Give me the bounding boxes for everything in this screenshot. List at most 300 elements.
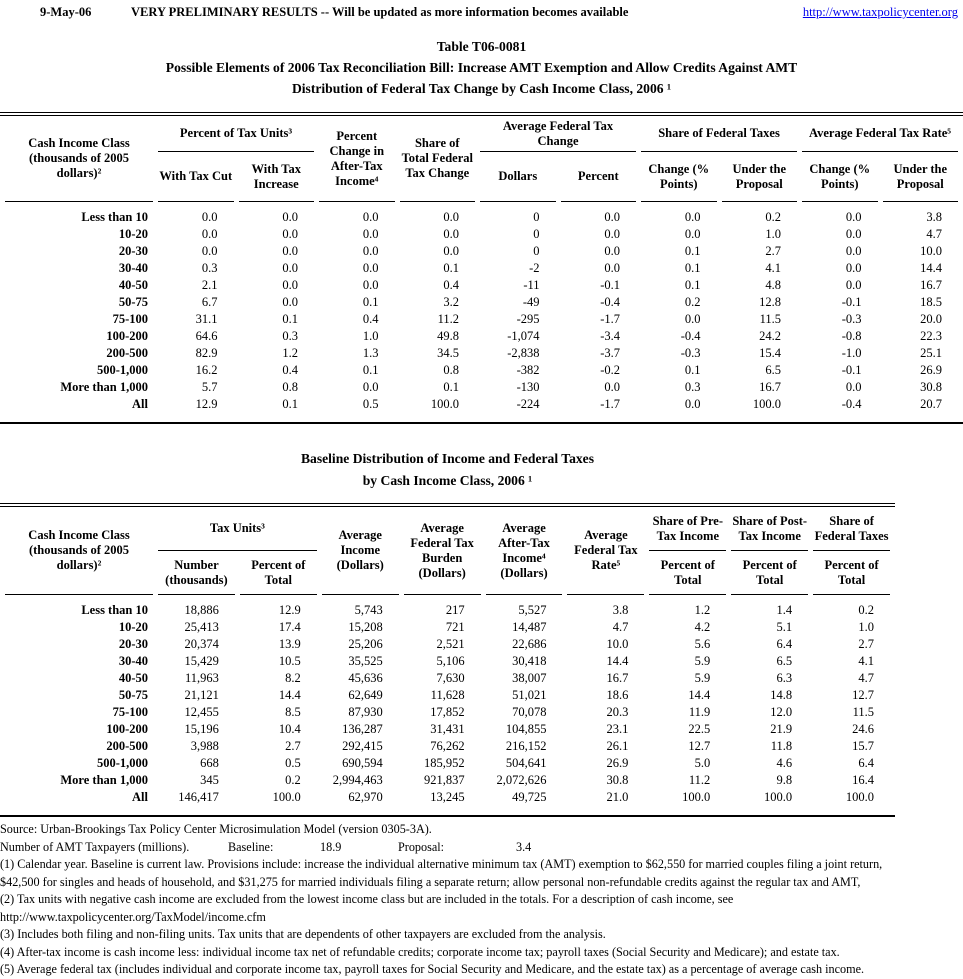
amt-baseline-label: Baseline: — [228, 839, 274, 854]
data-cell: 6.7 — [201, 295, 218, 309]
data-cell: 100.0 — [272, 790, 301, 804]
data-cell: 11.8 — [770, 739, 793, 753]
row-label: 10-20 — [118, 227, 148, 241]
table2-title-block — [0, 448, 895, 492]
data-cell: 31.1 — [195, 312, 218, 326]
data-cell: 87,930 — [348, 705, 383, 719]
col-change-pct-points: Change (% Points) — [641, 152, 717, 202]
data-cell: 12.0 — [770, 705, 793, 719]
table-row — [5, 595, 890, 619]
data-cell: 1.2 — [694, 603, 711, 617]
data-cell: 1.4 — [776, 603, 793, 617]
data-cell: 0.0 — [443, 210, 460, 224]
row-label: 500-1,000 — [96, 756, 148, 770]
data-cell: 0.0 — [845, 380, 862, 394]
data-cell: 3.8 — [926, 210, 943, 224]
data-cell: 11,963 — [184, 671, 219, 685]
data-cell: 6.5 — [765, 363, 782, 377]
data-cell: 30,418 — [512, 654, 547, 668]
group-share-post-tax-income: Share of Post-Tax Income — [731, 507, 808, 551]
table-row — [5, 277, 958, 294]
row-label: All — [132, 397, 148, 411]
data-cell: 14.8 — [770, 688, 793, 702]
tax-change-table-header — [5, 116, 958, 202]
taxpolicycenter-link[interactable]: http://www.taxpolicycenter.org — [802, 5, 958, 19]
data-cell: -295 — [516, 312, 540, 326]
data-cell: 10.5 — [278, 654, 301, 668]
data-cell: 0.2 — [765, 210, 782, 224]
data-cell: 21.9 — [770, 722, 793, 736]
data-cell: 0.2 — [285, 773, 301, 787]
data-cell: 0.0 — [684, 210, 701, 224]
data-cell: 25,413 — [184, 620, 219, 634]
data-cell: -2 — [529, 261, 540, 275]
data-cell: -0.1 — [841, 363, 862, 377]
preliminary-notice: VERY PRELIMINARY RESULTS -- Will be updated as more information becomes available — [131, 5, 629, 19]
data-cell: 0.0 — [362, 244, 379, 258]
row-label: 75-100 — [112, 312, 148, 326]
data-cell: 24.6 — [852, 722, 875, 736]
data-cell: 2.7 — [858, 637, 875, 651]
data-cell: 5.1 — [776, 620, 793, 634]
col-with-tax-cut: With Tax Cut — [158, 152, 234, 202]
col-with-tax-increase: With Tax Increase — [239, 152, 315, 202]
baseline-table-body — [5, 595, 890, 815]
row-label: 50-75 — [118, 688, 148, 702]
data-cell: -0.4 — [841, 397, 862, 411]
col-pct-change-after-tax-income: Percent Change in After-Tax Income⁴ — [319, 116, 395, 202]
data-cell: 14.4 — [688, 688, 711, 702]
data-cell: 0.0 — [362, 380, 379, 394]
table-row — [5, 636, 890, 653]
data-cell: -11 — [523, 278, 540, 292]
data-cell: 504,641 — [505, 756, 547, 770]
col-change-pct-points-2: Change (% Points) — [802, 152, 878, 202]
data-cell: 16.7 — [606, 671, 629, 685]
group-percent-tax-units: Percent of Tax Units³ — [158, 116, 314, 152]
data-cell: 11.2 — [688, 773, 711, 787]
data-cell: 12,455 — [184, 705, 219, 719]
table-row — [5, 619, 890, 636]
group-share-federal-taxes-2: Share of Federal Taxes — [813, 507, 890, 551]
data-cell: 5.7 — [201, 380, 218, 394]
data-cell: 0.1 — [684, 278, 701, 292]
data-cell: -0.3 — [841, 312, 862, 326]
data-cell: 100.0 — [752, 397, 782, 411]
date-stamp: 9-May-06 — [40, 5, 92, 19]
data-cell: 22.5 — [688, 722, 711, 736]
col-average-after-tax-income: Average After-Tax Income⁴ (Dollars) — [486, 507, 563, 595]
data-cell: 4.7 — [858, 671, 875, 685]
data-cell: 9.8 — [776, 773, 793, 787]
data-cell: 6.3 — [776, 671, 793, 685]
row-label: 200-500 — [106, 346, 148, 360]
data-cell: 0.4 — [282, 363, 299, 377]
data-cell: 11.5 — [759, 312, 782, 326]
data-cell: 0.0 — [282, 244, 299, 258]
row-label: 30-40 — [118, 261, 148, 275]
data-cell: 62,649 — [348, 688, 383, 702]
data-cell: 20.7 — [920, 397, 943, 411]
footnote-line: (3) Includes both filing and non-filing units. Tax units that are dependents of other taxpayers are excluded from the analysis. — [0, 927, 606, 941]
data-cell: 15,196 — [184, 722, 219, 736]
row-label: 40-50 — [118, 278, 148, 292]
data-cell: 0.0 — [684, 227, 701, 241]
data-cell: 0 — [533, 227, 540, 241]
data-cell: 15.4 — [759, 346, 782, 360]
table-row — [5, 396, 958, 422]
data-cell: 136,287 — [342, 722, 383, 736]
data-cell: 0.5 — [285, 756, 301, 770]
data-cell: 2,521 — [436, 637, 465, 651]
data-cell: 0.0 — [604, 244, 621, 258]
data-cell: 13.9 — [278, 637, 301, 651]
data-cell: 70,078 — [512, 705, 547, 719]
data-cell: 12.7 — [852, 688, 875, 702]
data-cell: 0.8 — [443, 363, 460, 377]
amt-label: Number of AMT Taxpayers (millions). — [0, 839, 190, 854]
data-cell: 0.0 — [201, 244, 218, 258]
row-label: 40-50 — [118, 671, 148, 685]
data-cell: 0.1 — [443, 380, 460, 394]
data-cell: 14.4 — [278, 688, 301, 702]
data-cell: 690,594 — [342, 756, 383, 770]
row-label: More than 1,000 — [60, 773, 148, 787]
data-cell: 217 — [445, 603, 465, 617]
table-sub-title: Distribution of Federal Tax Change by Cash Income Class, 2006 ¹ — [291, 81, 672, 96]
table-row — [5, 243, 958, 260]
data-cell: 1.0 — [858, 620, 875, 634]
data-cell: 24.2 — [759, 329, 782, 343]
amt-taxpayers-line — [0, 839, 963, 857]
data-cell: 6.5 — [776, 654, 793, 668]
data-cell: 0.1 — [282, 312, 299, 326]
amt-baseline-value: 18.9 — [320, 839, 342, 854]
data-cell: 49,725 — [512, 790, 547, 804]
data-cell: 0.1 — [684, 244, 701, 258]
row-label: 50-75 — [118, 295, 148, 309]
col-dollars: Dollars — [480, 152, 556, 202]
data-cell: 5,743 — [354, 603, 383, 617]
data-cell: 0.0 — [282, 295, 299, 309]
data-cell: 100.0 — [764, 790, 793, 804]
data-cell: -382 — [516, 363, 540, 377]
data-cell: 0.0 — [684, 397, 701, 411]
data-cell: 0.1 — [362, 295, 379, 309]
data-cell: 20.3 — [606, 705, 629, 719]
data-cell: -3.4 — [600, 329, 621, 343]
table-row — [5, 738, 890, 755]
table-row — [5, 653, 890, 670]
data-cell: 100.0 — [845, 790, 875, 804]
data-cell: 4.7 — [612, 620, 629, 634]
col-under-the-proposal-2: Under the Proposal — [883, 152, 959, 202]
footnote-line: (5) Average federal tax (includes individual and corporate income tax, payroll taxes for Social Security and Medicare, and the estate tax) as a percentage of average cash income. — [0, 962, 865, 976]
row-label: 20-30 — [118, 637, 148, 651]
data-cell: -1.0 — [841, 346, 862, 360]
data-cell: 21,121 — [184, 688, 219, 702]
data-cell: 11.2 — [437, 312, 460, 326]
data-cell: 14.4 — [920, 261, 943, 275]
data-cell: -0.3 — [680, 346, 701, 360]
data-cell: 0.1 — [282, 397, 299, 411]
table-row — [5, 704, 890, 721]
data-cell: 17,852 — [430, 705, 465, 719]
data-cell: -0.4 — [600, 295, 621, 309]
data-cell: 30.8 — [920, 380, 943, 394]
data-cell: 15,208 — [348, 620, 383, 634]
row-label: 75-100 — [112, 705, 148, 719]
amt-proposal-label: Proposal: — [398, 839, 445, 854]
data-cell: -0.1 — [841, 295, 862, 309]
data-cell: 8.5 — [285, 705, 301, 719]
table-row — [5, 687, 890, 704]
data-cell: 23.1 — [606, 722, 629, 736]
data-cell: 4.6 — [776, 756, 793, 770]
data-cell: 15,429 — [184, 654, 219, 668]
table-row — [5, 362, 958, 379]
data-cell: 26.9 — [606, 756, 629, 770]
data-cell: 22.3 — [920, 329, 943, 343]
data-cell: 5.9 — [694, 654, 711, 668]
data-cell: 0.0 — [845, 278, 862, 292]
data-cell: 16.7 — [920, 278, 943, 292]
col-pre-tax-percent-of-total: Percent of Total — [649, 551, 726, 595]
stub-header-2: Cash Income Class (thousands of 2005 dollars)² — [5, 507, 153, 595]
table-row — [5, 670, 890, 687]
data-cell: 18.5 — [920, 295, 943, 309]
data-cell: 35,525 — [348, 654, 383, 668]
data-cell: 0.0 — [604, 380, 621, 394]
table-row — [5, 226, 958, 243]
data-cell: -0.4 — [680, 329, 701, 343]
data-cell: 1.3 — [362, 346, 379, 360]
row-label: Less than 10 — [81, 210, 148, 224]
data-cell: 0.0 — [282, 210, 299, 224]
col-percent-of-total: Percent of Total — [240, 551, 317, 595]
data-cell: 5.0 — [694, 756, 711, 770]
data-cell: 0.0 — [604, 227, 621, 241]
data-cell: 25,206 — [348, 637, 383, 651]
top-header-bar — [0, 0, 963, 22]
data-cell: 0.4 — [362, 312, 379, 326]
stub-header: Cash Income Class (thousands of 2005 dollars)² — [5, 116, 153, 202]
data-cell: 0.1 — [684, 363, 701, 377]
data-cell: 3,988 — [190, 739, 219, 753]
data-cell: 76,262 — [430, 739, 465, 753]
table-row — [5, 379, 958, 396]
data-cell: 0.3 — [282, 329, 299, 343]
data-cell: 0.1 — [684, 261, 701, 275]
data-cell: 5,527 — [518, 603, 547, 617]
data-cell: 0.0 — [604, 261, 621, 275]
baseline-distribution-table — [0, 503, 895, 817]
data-cell: 14,487 — [512, 620, 547, 634]
tax-change-table — [0, 112, 963, 424]
data-cell: 2,072,626 — [496, 773, 547, 787]
data-cell: 0.0 — [684, 312, 701, 326]
data-cell: 10.0 — [606, 637, 629, 651]
data-cell: 1.0 — [362, 329, 379, 343]
data-cell: 11.5 — [852, 705, 875, 719]
footnote-line: (1) Calendar year. Baseline is current law. Provisions include: increase the individual alternative minimum tax (AMT) exemption to $62,550 for married couples filing a joint return, — [0, 857, 883, 871]
data-cell: 16.4 — [852, 773, 875, 787]
data-cell: 345 — [200, 773, 219, 787]
data-cell: 0.0 — [845, 210, 862, 224]
data-cell: 0.0 — [201, 210, 218, 224]
row-label: More than 1,000 — [60, 380, 148, 394]
col-average-federal-tax-burden: Average Federal Tax Burden (Dollars) — [404, 507, 481, 595]
data-cell: 8.2 — [285, 671, 301, 685]
data-cell: 4.2 — [694, 620, 711, 634]
footnote-line: http://www.taxpolicycenter.org/TaxModel/income.cfm — [0, 909, 266, 924]
col-average-federal-tax-rate: Average Federal Tax Rate⁵ — [567, 507, 644, 595]
data-cell: 26.1 — [606, 739, 629, 753]
table-row — [5, 202, 958, 226]
data-cell: 5.6 — [694, 637, 711, 651]
row-label: 30-40 — [118, 654, 148, 668]
footnote-line: (4) After-tax income is cash income less: individual income tax net of refundable credits; corporate income tax; payroll taxes (Social Security and Medicare); and estate tax. — [0, 944, 840, 959]
data-cell: -1,074 — [507, 329, 540, 343]
table-main-title: Possible Elements of 2006 Tax Reconciliation Bill: Increase AMT Exemption and Allow Credits Against AMT — [165, 60, 798, 75]
data-cell: 0.0 — [845, 244, 862, 258]
data-cell: 62,970 — [348, 790, 383, 804]
data-cell: 11,628 — [430, 688, 465, 702]
table-row — [5, 260, 958, 277]
source-line: Source: Urban-Brookings Tax Policy Center Microsimulation Model (version 0305-3A). — [0, 822, 432, 836]
data-cell: -0.8 — [841, 329, 862, 343]
data-cell: 11.9 — [688, 705, 711, 719]
data-cell: 0.1 — [362, 363, 379, 377]
footnote-line: $42,500 for singles and heads of household, and $31,275 for married individuals filing a separate return; allow personal non-refundable credits against the regular tax and AMT, — [0, 874, 861, 889]
data-cell: 292,415 — [342, 739, 383, 753]
data-cell: 22,686 — [512, 637, 547, 651]
data-cell: 12.7 — [688, 739, 711, 753]
data-cell: 2.7 — [765, 244, 782, 258]
data-cell: -224 — [516, 397, 540, 411]
data-cell: 146,417 — [178, 790, 219, 804]
data-cell: 0.0 — [845, 261, 862, 275]
data-cell: 0.0 — [362, 261, 379, 275]
table2-title-line1: Baseline Distribution of Income and Federal Taxes — [300, 451, 595, 466]
data-cell: 0.0 — [845, 227, 862, 241]
data-cell: 4.1 — [765, 261, 782, 275]
data-cell: 721 — [445, 620, 465, 634]
data-cell: 7,630 — [436, 671, 465, 685]
data-cell: 13,245 — [430, 790, 465, 804]
data-cell: 5,106 — [436, 654, 465, 668]
data-cell: 4.1 — [858, 654, 875, 668]
data-cell: -130 — [516, 380, 540, 394]
amt-proposal-value: 3.4 — [516, 839, 532, 854]
data-cell: 0.8 — [282, 380, 299, 394]
data-cell: 4.7 — [926, 227, 943, 241]
group-tax-units: Tax Units³ — [158, 507, 317, 551]
row-label: All — [132, 790, 148, 804]
data-cell: 82.9 — [195, 346, 218, 360]
data-cell: 10.4 — [278, 722, 301, 736]
table2-title-line2: by Cash Income Class, 2006 ¹ — [362, 473, 533, 488]
table-row — [5, 755, 890, 772]
data-cell: 30.8 — [606, 773, 629, 787]
data-cell: 12.9 — [278, 603, 301, 617]
data-cell: 0 — [533, 210, 540, 224]
data-cell: -0.2 — [600, 363, 621, 377]
data-cell: 216,152 — [505, 739, 547, 753]
data-cell: 26.9 — [920, 363, 943, 377]
data-cell: 6.4 — [776, 637, 793, 651]
data-cell: 185,952 — [423, 756, 465, 770]
data-cell: 100.0 — [682, 790, 711, 804]
col-percent: Percent — [561, 152, 637, 202]
table-row — [5, 772, 890, 789]
data-cell: 15.7 — [852, 739, 875, 753]
data-cell: 34.5 — [437, 346, 460, 360]
data-cell: 100.0 — [430, 397, 460, 411]
data-cell: 18,886 — [184, 603, 219, 617]
data-cell: 0.3 — [684, 380, 701, 394]
data-cell: 17.4 — [278, 620, 301, 634]
data-cell: 0.0 — [604, 210, 621, 224]
data-cell: 0.0 — [362, 278, 379, 292]
data-cell: 0.0 — [362, 227, 379, 241]
data-cell: 0.0 — [362, 210, 379, 224]
data-cell: 20.0 — [920, 312, 943, 326]
row-label: 100-200 — [106, 722, 148, 736]
data-cell: 1.0 — [765, 227, 782, 241]
data-cell: 0.2 — [684, 295, 701, 309]
data-cell: 0.0 — [282, 278, 299, 292]
data-cell: 104,855 — [505, 722, 547, 736]
data-cell: -1.7 — [600, 312, 621, 326]
data-cell: 18.6 — [606, 688, 629, 702]
data-cell: -1.7 — [600, 397, 621, 411]
data-cell: 6.4 — [858, 756, 875, 770]
data-cell: 921,837 — [423, 773, 465, 787]
data-cell: 0.1 — [443, 261, 460, 275]
data-cell: 10.0 — [920, 244, 943, 258]
table-row — [5, 721, 890, 738]
data-cell: 2,994,463 — [332, 773, 383, 787]
data-cell: 4.8 — [765, 278, 782, 292]
data-cell: 64.6 — [195, 329, 218, 343]
footnote-line: (2) Tax units with negative cash income are excluded from the lowest income class but are included in the totals. For a description of cash income, see — [0, 892, 734, 906]
col-post-tax-percent-of-total: Percent of Total — [731, 551, 808, 595]
footnotes — [0, 821, 963, 979]
data-cell: 2.1 — [201, 278, 218, 292]
data-cell: 49.8 — [437, 329, 460, 343]
row-label: 100-200 — [106, 329, 148, 343]
data-cell: 0.0 — [282, 261, 299, 275]
data-cell: 25.1 — [920, 346, 943, 360]
data-cell: 31,431 — [430, 722, 465, 736]
data-cell: 0.2 — [858, 603, 875, 617]
data-cell: 0.4 — [443, 278, 460, 292]
data-cell: -49 — [522, 295, 540, 309]
table-row — [5, 789, 890, 815]
data-cell: 2.7 — [285, 739, 301, 753]
group-share-federal-taxes: Share of Federal Taxes — [641, 116, 797, 152]
data-cell: 1.2 — [282, 346, 299, 360]
row-label: 500-1,000 — [96, 363, 148, 377]
data-cell: 14.4 — [606, 654, 629, 668]
group-average-federal-tax-change: Average Federal Tax Change — [480, 116, 636, 152]
data-cell: 38,007 — [512, 671, 547, 685]
col-number-thousands: Number (thousands) — [158, 551, 235, 595]
table-row — [5, 311, 958, 328]
data-cell: 16.7 — [759, 380, 782, 394]
col-fed-taxes-percent-of-total: Percent of Total — [813, 551, 890, 595]
